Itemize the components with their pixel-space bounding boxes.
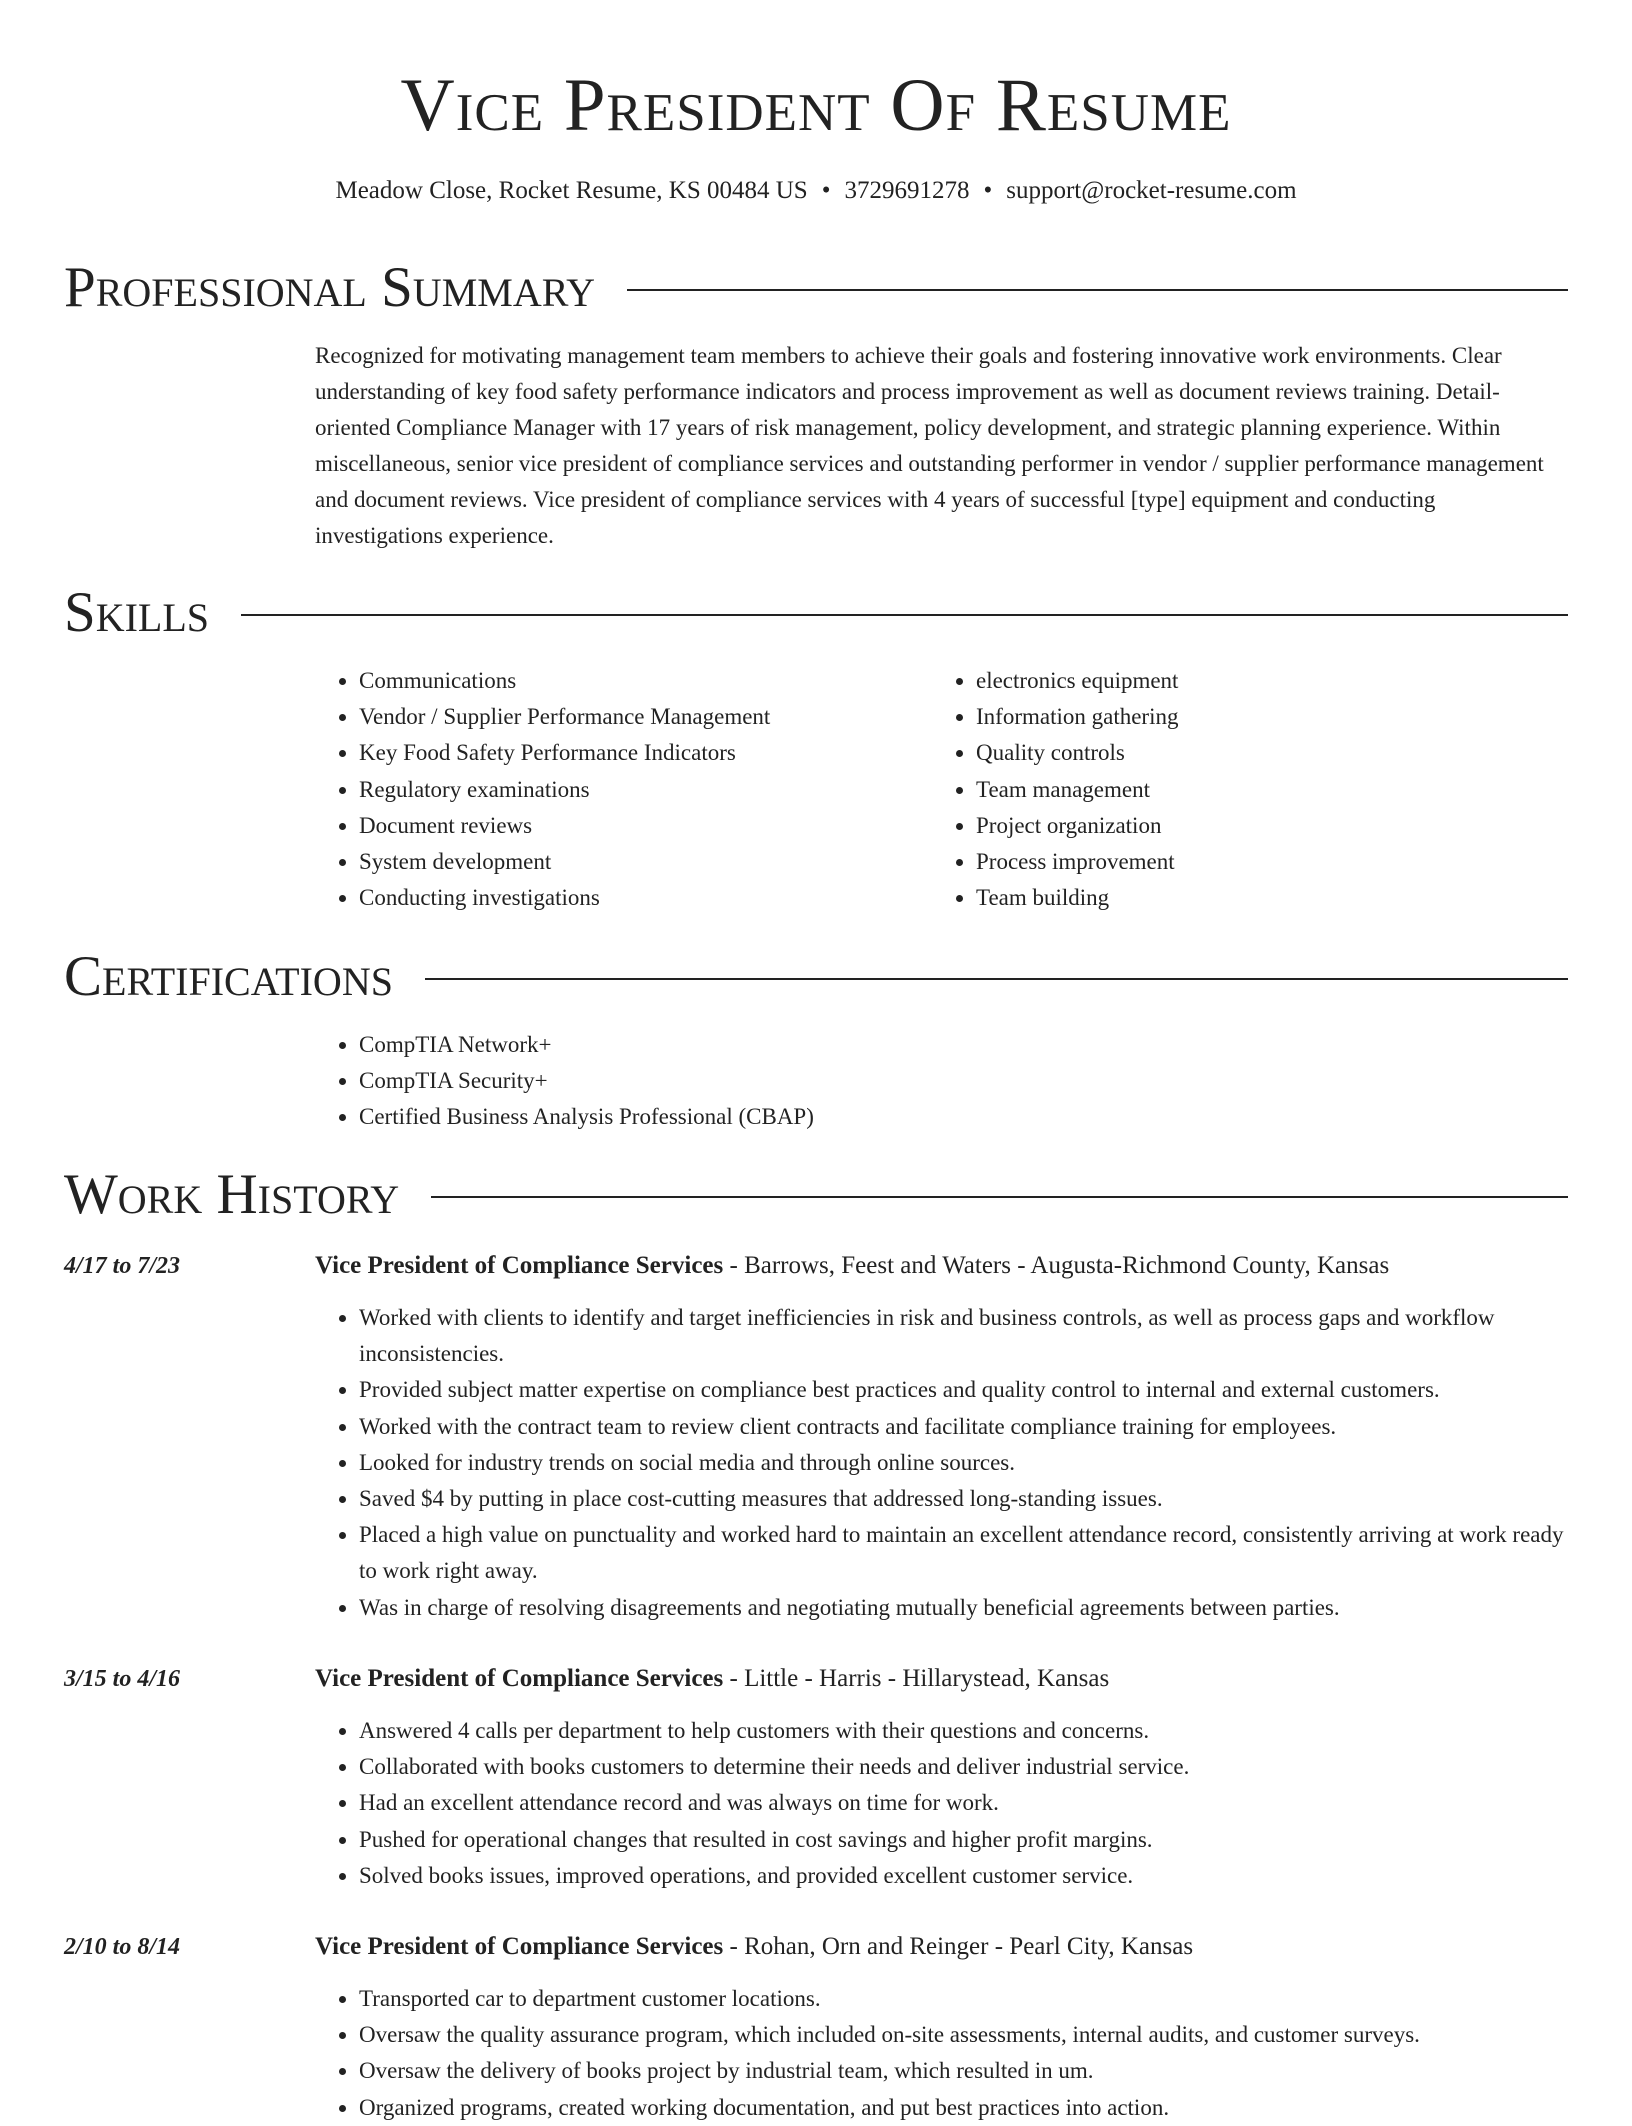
contact-separator: • bbox=[983, 177, 993, 204]
list-item: • Collaborated with books customers to determine their needs and deliver industrial service. bbox=[359, 1749, 1568, 1785]
list-item: • CompTIA Security+ bbox=[359, 1063, 1515, 1099]
job-title-line bbox=[315, 1661, 1568, 1697]
list-item: • Saved $4 by putting in place cost-cutting measures that addressed long-standing issues. bbox=[359, 1481, 1568, 1517]
summary-section-header bbox=[64, 253, 1568, 323]
list-item: • Organized programs, created working documentation, and put best practices into action. bbox=[359, 2090, 1568, 2126]
list-item: • Was in charge of resolving disagreements and negotiating mutually beneficial agreements between parties. bbox=[359, 1590, 1568, 1626]
work-heading: Work History bbox=[64, 1163, 400, 1226]
list-item: • Certified Business Analysis Professional (CBAP) bbox=[359, 1099, 1515, 1135]
job-employer-location: - Rohan, Orn and Reinger - Pearl City, Kansas bbox=[723, 1933, 1194, 1960]
skills-left-column bbox=[315, 663, 915, 916]
certifications-heading: Certifications bbox=[64, 945, 393, 1008]
candidate-name: Vice President Of Resume bbox=[400, 64, 1232, 147]
contact-separator: • bbox=[821, 177, 831, 204]
list-item: • Solved books issues, improved operations, and provided excellent customer service. bbox=[359, 1858, 1568, 1894]
list-item: • Conducting investigations bbox=[359, 880, 915, 916]
job-employer-location: - Little - Harris - Hillarystead, Kansas bbox=[723, 1665, 1110, 1692]
list-item: • Team building bbox=[976, 880, 1532, 916]
job-employer-location: - Barrows, Feest and Waters - Augusta-Richmond County, Kansas bbox=[723, 1252, 1390, 1279]
job-dates: 3/15 to 4/16 bbox=[64, 1666, 181, 1692]
list-item: • Transported car to department customer locations. bbox=[359, 1981, 1568, 2017]
job-dates: 2/10 to 8/14 bbox=[64, 1934, 181, 1960]
list-item: • Process improvement bbox=[976, 844, 1532, 880]
certifications-section-header bbox=[64, 942, 1568, 1012]
list-item: • Quality controls bbox=[976, 735, 1532, 771]
skills-right-list bbox=[932, 663, 1532, 916]
list-item: • Document reviews bbox=[359, 808, 915, 844]
summary-heading: Professional Summary bbox=[64, 256, 596, 319]
list-item: • Oversaw the quality assurance program, which included on-site assessments, internal audits, and customer surveys. bbox=[359, 2017, 1568, 2053]
contact-address: Meadow Close, Rocket Resume, KS 00484 US bbox=[335, 177, 808, 204]
skills-heading: Skills bbox=[64, 581, 210, 644]
list-item: • Provided subject matter expertise on compliance best practices and quality control to internal and external customers. bbox=[359, 1372, 1568, 1408]
list-item: • Information gathering bbox=[976, 699, 1532, 735]
job-dates: 4/17 to 7/23 bbox=[64, 1253, 181, 1279]
list-item: • CompTIA Network+ bbox=[359, 1027, 1515, 1063]
list-item: • Pushed for operational changes that resulted in cost savings and higher profit margins. bbox=[359, 1822, 1568, 1858]
job-title: Vice President of Compliance Services bbox=[315, 1665, 724, 1692]
list-item: • Looked for industry trends on social media and through online sources. bbox=[359, 1445, 1568, 1481]
list-item: • electronics equipment bbox=[976, 663, 1532, 699]
list-item: • Project organization bbox=[976, 808, 1532, 844]
list-item: • Answered 4 calls per department to help customers with their questions and concerns. bbox=[359, 1713, 1568, 1749]
certifications-list bbox=[315, 1027, 1515, 1136]
list-item: • Communications bbox=[359, 663, 915, 699]
summary-text: Recognized for motivating management team members to achieve their goals and fostering innovative work environments. Clear understanding of key food safety performance indicators and process improvement as well as document reviews training. Detail-oriented Compliance Manager with 17 years of risk management, policy development, and strategic planning experience. Within miscellaneous, senior vice president of compliance services and outstanding performer in vendor / supplier performance management and document reviews. Vice president of compliance services with 4 years of successful [type] equipment and conducting investigations experience. bbox=[315, 343, 1544, 548]
job-title: Vice President of Compliance Services bbox=[315, 1252, 724, 1279]
section-divider bbox=[627, 289, 1568, 291]
contact-phone: 3729691278 bbox=[844, 177, 970, 204]
job-duties-list bbox=[315, 1981, 1568, 2126]
job-title-line bbox=[315, 1248, 1568, 1284]
job-duties-list bbox=[315, 1713, 1568, 1894]
list-item: • Regulatory examinations bbox=[359, 772, 915, 808]
list-item: • Vendor / Supplier Performance Management bbox=[359, 699, 915, 735]
list-item: • Oversaw the delivery of books project by industrial team, which resulted in um. bbox=[359, 2053, 1568, 2089]
skills-left-list bbox=[315, 663, 915, 916]
skills-section-header bbox=[64, 578, 1568, 648]
work-section-header bbox=[64, 1160, 1568, 1230]
list-item: • System development bbox=[359, 844, 915, 880]
certifications-block bbox=[315, 1027, 1515, 1136]
section-divider bbox=[425, 978, 1568, 980]
list-item: • Team management bbox=[976, 772, 1532, 808]
contact-line bbox=[0, 174, 1632, 208]
contact-email: support@rocket-resume.com bbox=[1006, 177, 1297, 204]
list-item: • Worked with the contract team to review client contracts and facilitate compliance training for employees. bbox=[359, 1409, 1568, 1445]
section-divider bbox=[431, 1196, 1568, 1198]
list-item: • Placed a high value on punctuality and worked hard to maintain an excellent attendance record, consistently arriving at work ready to work right away. bbox=[359, 1517, 1568, 1589]
job-duties-list bbox=[315, 1300, 1568, 1626]
list-item: • Had an excellent attendance record and was always on time for work. bbox=[359, 1785, 1568, 1821]
job-title: Vice President of Compliance Services bbox=[315, 1933, 724, 1960]
skills-right-column bbox=[932, 663, 1532, 916]
list-item: • Key Food Safety Performance Indicators bbox=[359, 735, 915, 771]
list-item: • Worked with clients to identify and target inefficiencies in risk and business controls, as well as process gaps and workflow inconsistencies. bbox=[359, 1300, 1568, 1372]
job-title-line bbox=[315, 1929, 1568, 1965]
section-divider bbox=[241, 614, 1568, 616]
